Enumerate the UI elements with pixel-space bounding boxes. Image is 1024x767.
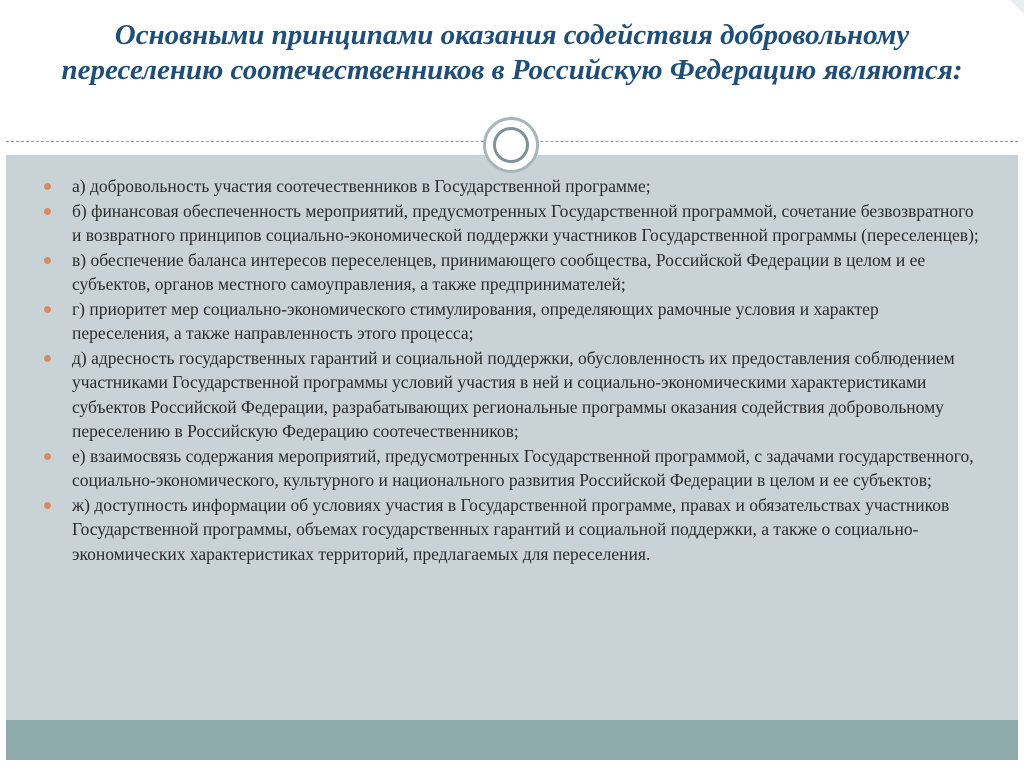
list-item (40, 248, 980, 297)
inner-ring (493, 127, 529, 163)
list-item (40, 346, 980, 444)
list-item-text: г) приоритет мер социально-экономического стимулирования, определяющих рамочные условия и характер переселения, а также направленность этого процесса; (72, 298, 879, 343)
footer-band (6, 720, 1018, 760)
list-item (40, 174, 980, 199)
list-item-text: в) обеспечение баланса интересов переселенцев, принимающего сообщества, Российской Федерации в целом и ее субъектов, органов местного самоуправления, а также предпринимателей; (72, 249, 926, 294)
bullet-icon (44, 257, 51, 264)
circle-ornament-icon (483, 117, 539, 173)
principles-list (40, 174, 980, 566)
list-item-text: б) финансовая обеспеченность мероприятий, предусмотренных Государственной программой, сочетание безвозвратного и возвратного принципов социально-экономической поддержки участников Государственной программы (переселенцев); (72, 200, 979, 245)
list-item-text: д) адресность государственных гарантий и социальной поддержки, обусловленность их предоставления соблюдением участниками Государственной программы условий участия в ней и социально-экономическими характеристиками субъектов Российской Федерации, разрабатывающих региональные программы оказания содействия добровольному переселению в Российскую Федерацию соотечественников; (72, 347, 955, 441)
list-item (40, 199, 980, 248)
list-item-text: ж) доступность информации об условиях участия в Государственной программе, правах и обязательствах участников Государственной программы, объемах государственных гарантий и социальной поддержки, а также о социально-экономических характеристиках территорий, предлагаемых для переселения. (72, 494, 950, 564)
bullet-icon (44, 208, 51, 215)
list-item-text: е) взаимосвязь содержания мероприятий, предусмотренных Государственной программой, с задачами государственного, социально-экономического, культурного и национального развития Российской Федерации в целом и ее субъектов; (72, 445, 974, 490)
page-corner-fold (1010, 0, 1024, 14)
list-item (40, 493, 980, 567)
bullet-icon (44, 306, 51, 313)
bullet-icon (44, 355, 51, 362)
bullet-icon (44, 183, 51, 190)
bullet-icon (44, 453, 51, 460)
list-item (40, 297, 980, 346)
slide-title: Основными принципами оказания содействия добровольному переселению соотечественников в Российскую Федерацию являются: (61, 19, 963, 86)
bullet-icon (44, 502, 51, 509)
list-item (40, 444, 980, 493)
list-item-text: а) добровольность участия соотечественников в Государственной программе; (72, 176, 651, 196)
